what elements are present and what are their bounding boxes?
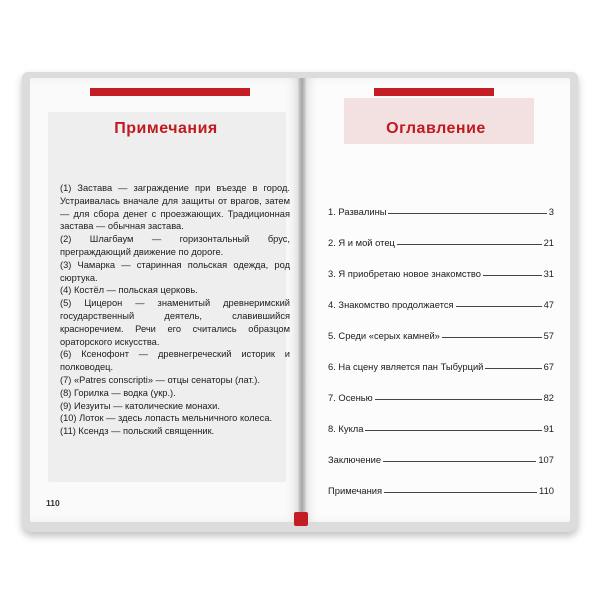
toc-row: [328, 279, 554, 310]
toc-row: [328, 403, 554, 434]
toc-entry-title: 6. На сцену является пан Тыбурций: [328, 361, 484, 372]
toc-entry-title: 3. Я приобретаю новое знакомство: [328, 268, 481, 279]
toc-entry-page: 82: [543, 392, 554, 403]
toc-row: [328, 310, 554, 341]
page-number: 110: [46, 498, 60, 508]
right-page: [302, 78, 570, 522]
toc-entry-page: 110: [539, 485, 554, 496]
toc-entry-page: 67: [543, 361, 554, 372]
toc-entry-title: 2. Я и мой отец: [328, 237, 395, 248]
toc-entry-title: 4. Знакомство продолжается: [328, 299, 454, 310]
open-book: [22, 72, 578, 532]
note-item: (2) Шлагбаум — горизонтальный брус, преграждающий движение по дороге.: [60, 234, 290, 257]
leader-line: [365, 430, 541, 431]
leader-line: [397, 244, 542, 245]
toc-entry-page: 3: [548, 206, 554, 217]
toc-entry-page: 107: [538, 454, 554, 465]
notes-list: [60, 182, 290, 438]
toc-entry-page: 57: [543, 330, 554, 341]
leader-line: [442, 337, 542, 338]
toc-entry-page: 47: [543, 299, 554, 310]
notes-title: Примечания: [114, 120, 218, 137]
leader-line: [456, 306, 542, 307]
note-item: (9) Иезуиты — католические монахи.: [60, 400, 220, 411]
leader-line: [384, 492, 537, 493]
toc-entry-title: 7. Осенью: [328, 392, 373, 403]
toc-entry-title: Заключение: [328, 454, 382, 465]
book-gutter: [298, 78, 306, 522]
toc-row: [328, 248, 554, 279]
spine-bookmark: [294, 512, 308, 526]
toc-entry-title: Примечания: [328, 485, 383, 496]
leader-line: [485, 368, 541, 369]
red-header-bar: [90, 88, 250, 96]
note-item: (7) «Patres conscripti» — отцы сенаторы (лат.).: [60, 374, 260, 385]
toc-row: [328, 186, 554, 217]
note-item: (1) Застава — заграждение при въезде в город. Устраивалась вначале для защиты от врагов, затем — для сбора денег с проезжающих. Традиционная застава — обычная застава.: [60, 183, 290, 232]
toc-row: [328, 341, 554, 372]
left-page: [30, 78, 302, 522]
note-item: (10) Лоток — здесь лопасть мельничного колеса.: [60, 413, 273, 424]
note-item: (3) Чамарка — старинная польская одежда, род сюртука.: [60, 259, 290, 283]
toc-row: [328, 217, 554, 248]
toc-title: Оглавление: [386, 120, 486, 137]
toc-entry-title: 1. Развалины: [328, 206, 387, 217]
note-item: (6) Ксенофонт — древнегреческий историк и полководец.: [60, 349, 290, 373]
toc-row: [328, 372, 554, 403]
toc-row: [328, 465, 554, 496]
toc-row: [328, 434, 554, 465]
toc-entry-title: 8. Кукла: [328, 423, 364, 434]
red-header-bar: [374, 88, 494, 96]
toc-entry-page: 21: [543, 237, 554, 248]
leader-line: [388, 213, 546, 214]
leader-line: [375, 399, 542, 400]
toc-entry-page: 91: [543, 423, 554, 434]
table-of-contents: [328, 186, 554, 496]
toc-entry-page: 31: [543, 268, 554, 279]
note-item: (11) Ксендз — польский священник.: [60, 426, 215, 437]
leader-line: [383, 461, 536, 462]
note-item: (4) Костёл — польская церковь.: [60, 285, 198, 296]
leader-line: [483, 275, 542, 276]
note-item: (5) Цицерон — знаменитый древнеримский государственный деятель, славившийся красноречием. Речи его считались образцом ораторского искусства.: [60, 298, 290, 347]
toc-entry-title: 5. Среди «серых камней»: [328, 330, 440, 341]
note-item: (8) Горилка — водка (укр.).: [60, 387, 176, 398]
